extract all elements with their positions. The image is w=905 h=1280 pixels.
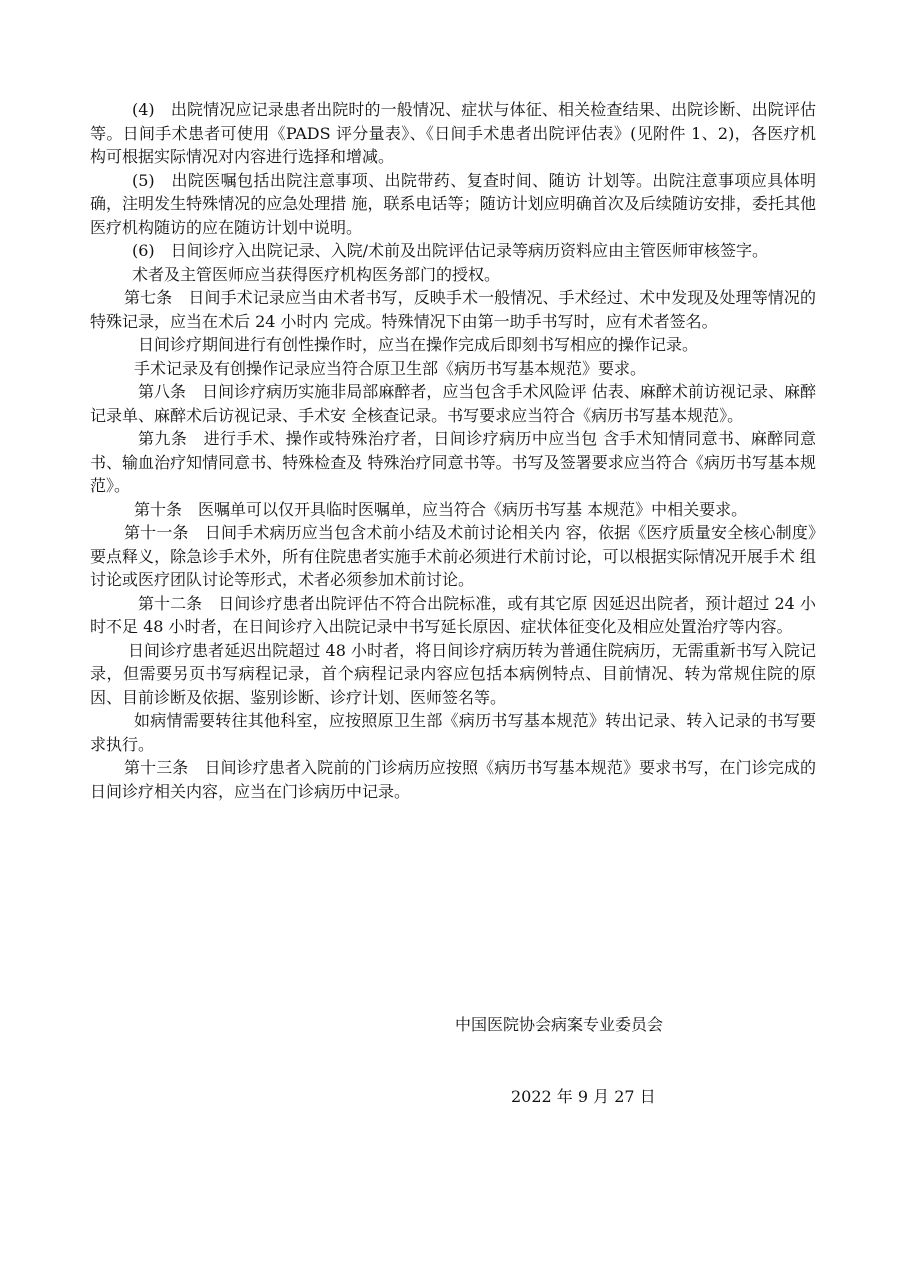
signature-date: 2022 年 9 月 27 日 (511, 1087, 656, 1106)
paragraph-discharge-orders: (5) 出院医嘱包括出院注意事项、出院带药、复查时间、随访 计划等。出院注意事项应具体明确，注明发生特殊情况的应急处理措 施，联系电话等；随访计划应明确首次及后续随访安排，委托其他医疗机构随访的应在随访计划中说明。 (90, 170, 816, 237)
paragraph-article-10: 第十条 医嘱单可以仅开具临时医嘱单，应当符合《病历书写基 本规范》中相关要求。 (134, 499, 748, 519)
paragraph-transfer: 如病情需要转往其他科室，应按照原卫生部《病历书写基本规范》转出记录、转入记录的书写要求执行。 (90, 711, 816, 754)
signature-organization: 中国医院协会病案专业委员会 (455, 1015, 664, 1034)
paragraph-surgical-record-standard: 手术记录及有创操作记录应当符合原卫生部《病历书写基本规范》要求。 (134, 358, 647, 378)
paragraph-article-7: 第七条 日间手术记录应当由术者书写，反映手术一般情况、手术经过、术中发现及处理等情况的特殊记录，应当在术后 24 小时内 完成。特殊情况下由第一助手书写时，应有术者签名。 (90, 288, 816, 331)
paragraph-invasive-operation: 日间诊疗期间进行有创性操作时，应当在操作完成后即刻书写相应的操作记录。 (138, 335, 699, 354)
paragraph-article-11: 第十一条 日间手术病历应当包含术前小结及术前讨论相关内 容，依据《医疗质量安全核心制度》要点释义，除急诊手术外，所有住院患者实施手术前必须进行术前讨论，可以根据实际情况开展手术 组讨论或医疗团队讨论等形式，术者必须参加术前讨论。 (90, 523, 816, 589)
paragraph-article-12: 第十二条 日间诊疗患者出院评估不符合出院标准，或有其它原 因延迟出院者，预计超过 24 小时不足 48 小时者，在日间诊疗入出院记录中书写延长原因、症状体征变化及相应处置治疗等内容。 (90, 593, 816, 636)
paragraph-article-9: 第九条 进行手术、操作或特殊治疗者，日间诊疗病历中应当包 含手术知情同意书、麻醉同意书、输血治疗知情同意书、特殊检查及 特殊治疗同意书等。书写及签署要求应当符合《病历书写基本规范》。 (90, 429, 816, 495)
paragraph-authorization: 术者及主管医师应当获得医疗机构医务部门的授权。 (132, 264, 501, 284)
paragraph-delayed-discharge: 日间诊疗患者延迟出院超过 48 小时者，将日间诊疗病历转为普通住院病历，无需重新书写入院记录，但需要另页书写病程记录，首个病程记录内容应包括本病例特点、目前情况、转为常规住院的原因、目前诊断及依据、鉴别诊断、诊疗计划、医师签名等。 (90, 640, 816, 707)
document-body (90, 98, 816, 803)
paragraph-article-13: 第十三条 日间诊疗患者入院前的门诊病历应按照《病历书写基本规范》要求书写，在门诊完成的日间诊疗相关内容，应当在门诊病历中记录。 (90, 758, 816, 801)
paragraph-record-review: (6) 日间诊疗入出院记录、入院/术前及出院评估记录等病历资料应由主管医师审核签字。 (132, 241, 769, 260)
paragraph-article-8: 第八条 日间诊疗病历实施非局部麻醉者，应当包含手术风险评 估表、麻醉术前访视记录、麻醉记录单、麻醉术后访视记录、手术安 全核查记录。书写要求应当符合《病历书写基本规范》。 (90, 382, 816, 425)
paragraph-discharge-status: (4) 出院情况应记录患者出院时的一般情况、症状与体征、相关检查结果、出院诊断、出院评估等。日间手术患者可使用《PADS 评分量表》、《日间手术患者出院评估表》(见附件 1、2)，各医疗机 构可根据实际情况对内容进行选择和增减。 (90, 100, 816, 166)
